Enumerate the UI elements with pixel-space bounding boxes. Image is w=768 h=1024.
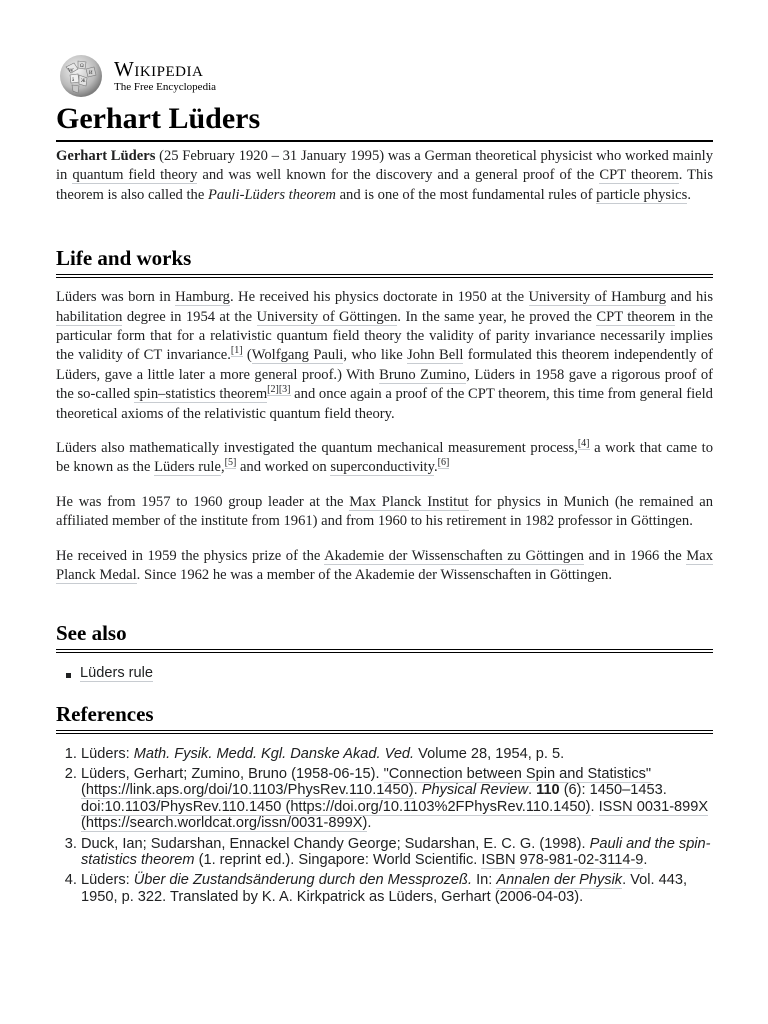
emphasis: Pauli-Lüders theorem (207, 186, 336, 203)
link-luders-rule[interactable]: Lüders rule (80, 664, 154, 681)
text: He received in 1959 the physics prize of the (56, 547, 325, 564)
link-superconductivity[interactable]: superconductivity (330, 459, 434, 476)
reference-item (81, 766, 713, 832)
text: and worked on (236, 459, 331, 476)
link-isbn[interactable]: ISBN (481, 851, 516, 868)
link-habilitation[interactable]: habilitation (56, 308, 123, 325)
link-connection-between-spin-and-statistics[interactable]: "Connection between Spin and Statistics" (https://link.aps.org/doi/10.1103/PhysRev.110.1450) (81, 765, 652, 799)
citation-link[interactable]: [4] (577, 438, 590, 450)
text: for physics in Munich (he remained an affiliated member of the institute from 1961) and from 1960 to his retirement in 1982 professor in Göttingen. (56, 493, 714, 530)
link-bruno-zumino[interactable]: Bruno Zumino (379, 366, 467, 383)
text: Lüders was born in (56, 289, 176, 306)
text: Volume 28, 1954, p. 5. (414, 745, 565, 762)
emphasis: Physical Review (421, 782, 528, 799)
link-cpt-theorem[interactable]: CPT theorem (596, 308, 676, 325)
link-university-of-gottingen[interactable]: University of Göttingen (256, 308, 398, 325)
link-akademie-der-wissenschaften[interactable]: Akademie der Wissenschaften zu Göttingen (324, 547, 584, 564)
text: Lüders, Gerhart; Zumino, Bruno (1958-06-15). (81, 765, 384, 782)
svg-text:W: W (68, 68, 74, 74)
emphasis: Pauli and the spin-statistics theorem (81, 835, 711, 868)
text: (1. reprint ed.). Singapore: World Scientific. (194, 851, 482, 868)
see-also-list (56, 665, 713, 681)
text: and was well known for the discovery and a general proof of the (197, 167, 600, 184)
link-university-of-hamburg[interactable]: University of Hamburg (528, 289, 667, 306)
text: . (433, 459, 438, 476)
text: (6): 1450–1453. (559, 782, 667, 799)
text: . (590, 798, 599, 815)
text: and his (666, 289, 714, 306)
link-particle-physics[interactable]: particle physics (596, 186, 688, 203)
citation-link[interactable]: [3] (278, 384, 291, 396)
volume: 110 (536, 782, 560, 799)
link-annalen-der-physik[interactable]: Annalen der Physik (496, 872, 623, 889)
text: . Vol. 443, 1950, p. 322. Translated by K. A. Kirkpatrick as Lüders, Gerhart (2006-04-03). (81, 872, 688, 905)
citation-4[interactable] (578, 438, 590, 450)
link-wolfgang-pauli[interactable]: Wolfgang Pauli (251, 347, 344, 364)
citation-5[interactable] (225, 457, 237, 469)
svg-text:Ω: Ω (80, 64, 84, 69)
link-hamburg[interactable]: Hamburg (175, 289, 230, 306)
emphasis: Math. Fysik. Medd. Kgl. Danske Akad. Ved. (133, 745, 415, 762)
svg-text:ã: ã (72, 78, 75, 83)
link-quantum-field-theory[interactable]: quantum field theory (72, 167, 198, 184)
life-paragraph-4 (56, 547, 713, 586)
text: and once again a proof of the CPT theorem, this time from general field theoretical axioms of the relativistic quantum field theory. (56, 386, 713, 422)
text: . He received his physics doctorate in 1950 at the (229, 289, 529, 306)
citation-6[interactable] (438, 457, 450, 469)
link-max-planck-institut[interactable]: Max Planck Institut (349, 493, 469, 510)
wikipedia-globe-icon[interactable] (56, 53, 106, 99)
text: . This theorem is also called the (56, 167, 713, 203)
link-isbn-number[interactable]: 978-981-02-3114-9 (519, 851, 644, 868)
citation-link[interactable]: [1] (230, 345, 243, 357)
citation-1[interactable] (231, 345, 243, 357)
section-heading-life-and-works: Life and works (56, 245, 713, 278)
wikipedia-wordmark[interactable] (114, 59, 216, 93)
text: . (643, 851, 648, 868)
text: ( (242, 347, 252, 364)
text: , Lüders in 1958 gave a rigorous proof of the so-called (56, 366, 713, 403)
text: . (687, 186, 691, 203)
text: . (527, 782, 537, 799)
text: Lüders also mathematically investigated the quantum mechanical measurement process, (56, 440, 578, 457)
text: . In the same year, he proved the (397, 308, 597, 325)
text: in the particular form that for a relativistic quantum field theory the validity of parity invariance necessarily implies the validity of CT invariance. (56, 308, 713, 364)
citation-link[interactable]: [2] (267, 384, 279, 396)
link-issn[interactable]: ISSN 0031-899X (https://search.worldcat.org/issn/0031-899X) (81, 798, 709, 832)
svg-text:И: И (89, 71, 93, 76)
text: formulated this theorem independently of Lüders, gave a little later a more general proof.) With (56, 347, 713, 383)
list-item (80, 665, 713, 681)
citation-link[interactable]: [5] (224, 457, 237, 469)
reference-item (81, 872, 713, 905)
text (515, 852, 519, 868)
text: Duck, Ian; Sudarshan, Ennackel Chandy George; Sudarshan, E. C. G. (1998). (81, 835, 590, 852)
text: Lüders: (81, 872, 134, 889)
text: . (367, 815, 372, 832)
citation-3[interactable] (279, 384, 291, 396)
link-max-planck-medal[interactable]: Max Planck Medal (56, 547, 714, 584)
life-paragraph-3 (56, 493, 713, 532)
wordmark-title: Wikipedia (114, 57, 204, 81)
section-heading-references: References (56, 701, 713, 734)
text: and in 1966 the (583, 547, 687, 564)
link-cpt-theorem[interactable]: CPT theorem (599, 167, 679, 184)
text: degree in 1954 at the (122, 308, 257, 325)
svg-text:Ж: Ж (81, 79, 86, 84)
link-doi[interactable]: doi:10.1103/PhysRev.110.1450 (https://doi.org/10.1103%2FPhysRev.110.1450) (81, 798, 591, 815)
emphasis: Über die Zustandsänderung durch den Messprozeß. (133, 872, 473, 889)
text: He was from 1957 to 1960 group leader at the (56, 493, 350, 510)
reference-item (81, 746, 713, 762)
wordmark-tagline: The Free Encyclopedia (114, 81, 217, 93)
text: Lüders: (81, 745, 134, 762)
intro-paragraph (56, 147, 713, 205)
citation-link[interactable]: [6] (437, 457, 450, 469)
text: , (220, 459, 225, 476)
link-luders-rule[interactable]: Lüders rule (154, 459, 221, 476)
citation-2[interactable] (267, 384, 279, 396)
text: (25 February 1920 – 31 January 1995) was a German theoretical physicist who worked mainly in (56, 148, 713, 184)
site-header (56, 52, 713, 100)
reference-item (81, 836, 713, 869)
link-john-bell[interactable]: John Bell (407, 347, 464, 364)
link-spin-statistics-theorem[interactable]: spin–statistics theorem (133, 386, 268, 403)
text: , who like (343, 347, 408, 364)
text: In: (472, 872, 497, 889)
text: . Since 1962 he was a member of the Akademie der Wissenschaften in Göttingen. (136, 567, 612, 584)
section-heading-see-also: See also (56, 620, 713, 653)
references-list (56, 746, 713, 906)
life-paragraph-2 (56, 439, 713, 478)
text: a work that came to be known as the (56, 440, 713, 476)
life-paragraph-1 (56, 288, 713, 424)
text: and is one of the most fundamental rules of (335, 186, 597, 203)
subject-name: Gerhart Lüders (56, 148, 156, 164)
page-title: Gerhart Lüders (56, 100, 713, 142)
text: . (413, 782, 422, 799)
